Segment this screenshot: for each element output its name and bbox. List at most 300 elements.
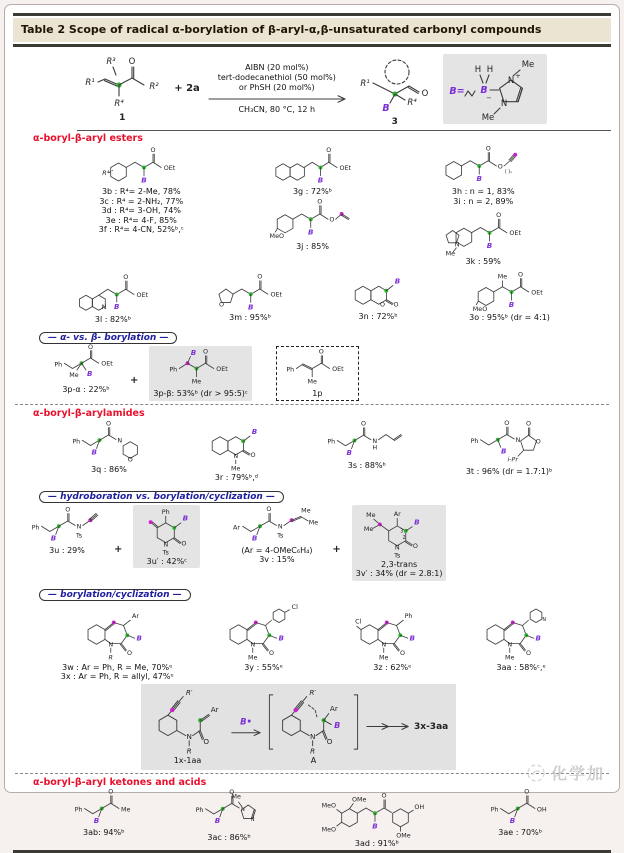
structure-drawing bbox=[149, 688, 226, 756]
caption-line: 3f : R⁴= 4-CN, 52%ᵇ,ᶜ bbox=[98, 225, 184, 235]
svg-text:OH: OH bbox=[537, 805, 547, 814]
journal-table-page bbox=[4, 4, 620, 848]
svg-text:N: N bbox=[542, 616, 547, 623]
compound-3g bbox=[271, 145, 355, 197]
svg-text:B•: B• bbox=[240, 716, 252, 727]
compound-3y bbox=[222, 603, 306, 673]
svg-text:N: N bbox=[108, 640, 113, 649]
svg-text:O: O bbox=[393, 300, 399, 309]
svg-text:OEt: OEt bbox=[331, 365, 344, 374]
plus-sign: + bbox=[332, 544, 341, 556]
svg-text:R⁴: R⁴ bbox=[102, 169, 110, 177]
caption-line: 3aa : 58%ᶜ,ᵉ bbox=[496, 662, 546, 672]
svg-text:N: N bbox=[163, 539, 169, 548]
structure-drawing bbox=[285, 348, 350, 389]
compound-3k bbox=[442, 207, 525, 267]
compound-captions bbox=[62, 385, 109, 395]
svg-text:Me: Me bbox=[505, 653, 515, 661]
caption-line: A bbox=[310, 755, 317, 765]
svg-text:R¹: R¹ bbox=[85, 78, 95, 88]
caption-line: 3p-β: 53%ᵇ (dr > 95:5)ᶜ bbox=[153, 389, 248, 399]
compound-3q bbox=[71, 420, 146, 475]
compound-3z bbox=[353, 603, 431, 673]
compound-captions bbox=[497, 663, 546, 673]
compound-captions bbox=[373, 663, 411, 673]
structure-drawing bbox=[232, 505, 321, 546]
caption-line: 1x-1aa bbox=[173, 755, 202, 765]
mech-product-label: 3x-3aa bbox=[414, 721, 449, 732]
compound-captions bbox=[312, 389, 322, 399]
svg-text:Me: Me bbox=[69, 371, 79, 380]
structure-drawing bbox=[31, 505, 103, 546]
compound-3ab bbox=[74, 789, 134, 838]
svg-text:O: O bbox=[228, 787, 234, 796]
svg-text:O: O bbox=[106, 419, 112, 428]
table-title: Table 2 Scope of radical α-borylation of β-aryl-α,β-unsaturated carbonyl compounds bbox=[21, 23, 542, 36]
svg-text:O: O bbox=[87, 343, 94, 352]
avsb-row bbox=[53, 343, 611, 401]
structure-drawing bbox=[490, 789, 550, 828]
svg-text:Me: Me bbox=[445, 249, 455, 258]
svg-text:+: + bbox=[515, 71, 521, 80]
reactant-1 bbox=[77, 54, 167, 123]
compound-3b-3f bbox=[99, 145, 184, 235]
svg-text:Ar: Ar bbox=[210, 704, 219, 714]
svg-text:OEt: OEt bbox=[101, 359, 113, 368]
svg-text:2: 2 bbox=[402, 534, 406, 541]
compound-3j bbox=[270, 198, 356, 252]
compound-3h-3i bbox=[441, 145, 525, 206]
caption-line: 2,3-trans bbox=[381, 559, 418, 569]
structure-drawing bbox=[471, 268, 549, 313]
caption-line: 3w : Ar = Ph, R = Me, 70%ᵉ bbox=[62, 662, 173, 672]
compound-3p-alpha bbox=[53, 343, 119, 395]
caption-line: 3s : 88%ᵇ bbox=[347, 460, 386, 470]
structure-1-drawing bbox=[77, 54, 167, 112]
svg-text:B=: B= bbox=[449, 85, 465, 97]
svg-text:B: B bbox=[251, 426, 258, 436]
svg-text:MeO: MeO bbox=[321, 824, 337, 833]
divider bbox=[77, 130, 611, 131]
structure-drawing bbox=[321, 789, 429, 839]
svg-text:MeO: MeO bbox=[472, 304, 487, 313]
svg-text:B: B bbox=[114, 301, 120, 311]
caption-line: 3u′ : 42%ᶜ bbox=[146, 556, 188, 566]
svg-text:B: B bbox=[501, 446, 507, 456]
svg-text:N: N bbox=[454, 240, 460, 249]
watermark-text: 化学加 bbox=[550, 764, 605, 783]
svg-text:O: O bbox=[380, 300, 386, 309]
product-3 bbox=[353, 50, 437, 127]
svg-text:B: B bbox=[91, 447, 98, 457]
svg-text:OEt: OEt bbox=[136, 290, 149, 299]
structure-drawing bbox=[205, 420, 268, 473]
section-avsb-label: — α- vs. β- borylation — bbox=[39, 332, 177, 344]
svg-text:MeO: MeO bbox=[269, 231, 284, 240]
svg-text:O: O bbox=[128, 455, 134, 464]
plus-sign: + bbox=[114, 544, 123, 556]
compound-captions bbox=[174, 756, 202, 766]
structure-drawing bbox=[348, 268, 408, 312]
caption-line: 1p bbox=[312, 389, 323, 399]
caption-line: 3o : 95%ᵇ (dr = 4:1) bbox=[469, 312, 550, 322]
plus-sign: + bbox=[130, 375, 139, 387]
caption-line: 3h : n = 1, 83% bbox=[451, 187, 515, 196]
structure-drawing bbox=[470, 420, 548, 467]
svg-text:B: B bbox=[317, 175, 323, 185]
structure-drawing bbox=[195, 789, 264, 833]
svg-text:R: R bbox=[310, 746, 316, 756]
caption-line: 3t : 96% (dr = 1.7:1)ᵇ bbox=[465, 466, 553, 476]
svg-text:O: O bbox=[318, 347, 324, 356]
svg-text:N: N bbox=[117, 436, 123, 445]
svg-text:OEt: OEt bbox=[270, 290, 283, 299]
compound-3t bbox=[466, 420, 553, 477]
svg-text:O: O bbox=[202, 347, 208, 356]
svg-text:Ar: Ar bbox=[233, 522, 241, 531]
structure-drawing bbox=[271, 145, 355, 187]
svg-text:B: B bbox=[476, 174, 483, 183]
svg-text:( )ₙ: ( )ₙ bbox=[505, 168, 513, 175]
reactant-label: 1 bbox=[119, 113, 126, 123]
structure-3-drawing bbox=[353, 50, 437, 116]
structure-drawing bbox=[442, 207, 525, 257]
svg-text:Ph: Ph bbox=[74, 805, 83, 814]
svg-text:Me: Me bbox=[521, 59, 535, 70]
compound-3u bbox=[31, 505, 103, 556]
structure-drawing bbox=[266, 688, 361, 756]
svg-text:Ph: Ph bbox=[286, 365, 295, 374]
table-title-bar bbox=[13, 18, 611, 42]
svg-text:N: N bbox=[500, 98, 507, 109]
caption-line: 3z : 62%ᵉ bbox=[373, 662, 412, 672]
compound-captions bbox=[498, 828, 542, 838]
svg-text:Cl: Cl bbox=[291, 602, 298, 611]
svg-text:B: B bbox=[413, 516, 420, 526]
nhc-borane-definition-box bbox=[443, 54, 547, 124]
svg-text:B: B bbox=[141, 175, 147, 185]
compound-captions bbox=[355, 839, 399, 849]
svg-text:B: B bbox=[214, 815, 220, 825]
compound-captions bbox=[466, 467, 553, 477]
condition-line: CH₃CN, 80 °C, 12 h bbox=[238, 104, 316, 114]
svg-text:N: N bbox=[381, 640, 387, 649]
svg-text:O: O bbox=[535, 437, 541, 446]
structure-drawing bbox=[270, 198, 356, 242]
svg-text:Ph: Ph bbox=[195, 805, 204, 814]
caption-line: 3v : 15% bbox=[259, 555, 295, 565]
svg-text:R′: R′ bbox=[309, 687, 316, 697]
svg-text:R: R bbox=[186, 746, 192, 756]
compound-captions bbox=[61, 663, 174, 682]
compound-3u-prime bbox=[133, 505, 200, 569]
caption-line: 3k : 59% bbox=[465, 257, 501, 267]
reaction-conditions bbox=[207, 63, 347, 115]
mechanism-wrapper bbox=[141, 684, 611, 770]
compound-captions bbox=[207, 833, 250, 843]
svg-text:O: O bbox=[203, 737, 210, 747]
svg-text:OEt: OEt bbox=[530, 288, 543, 297]
svg-text:N: N bbox=[394, 542, 400, 551]
svg-text:OMe: OMe bbox=[352, 794, 367, 803]
compound-3ad bbox=[321, 789, 429, 849]
svg-text:−: − bbox=[486, 93, 492, 102]
structure-drawing bbox=[213, 268, 287, 313]
svg-text:O: O bbox=[181, 539, 187, 548]
svg-text:O: O bbox=[65, 504, 71, 513]
compound-3ae bbox=[490, 789, 550, 838]
svg-text:O: O bbox=[485, 144, 492, 153]
svg-text:O: O bbox=[361, 419, 367, 428]
caption-line: (Ar = 4-OMeC₆H₄) bbox=[241, 545, 313, 555]
svg-text:3: 3 bbox=[399, 528, 403, 535]
svg-text:Me: Me bbox=[497, 272, 507, 281]
svg-text:B: B bbox=[252, 533, 258, 543]
svg-text:O: O bbox=[524, 787, 530, 796]
svg-text:R²: R² bbox=[149, 82, 159, 92]
product-label: 3 bbox=[391, 117, 398, 127]
svg-text:Ph: Ph bbox=[404, 611, 413, 620]
svg-text:B: B bbox=[372, 820, 379, 830]
svg-text:O: O bbox=[526, 648, 532, 657]
svg-text:N: N bbox=[278, 522, 284, 531]
caption-line: 3j : 85% bbox=[296, 241, 329, 251]
svg-text:O: O bbox=[517, 270, 523, 279]
svg-text:B: B bbox=[93, 815, 100, 825]
svg-text:O: O bbox=[400, 648, 406, 657]
compound-captions bbox=[466, 257, 501, 267]
ketones-row bbox=[13, 789, 611, 849]
svg-text:O: O bbox=[150, 145, 156, 154]
svg-text:Me: Me bbox=[379, 653, 389, 661]
svg-text:Cl: Cl bbox=[355, 617, 362, 625]
svg-text:Ts: Ts bbox=[163, 548, 170, 557]
svg-text:N: N bbox=[76, 522, 82, 531]
svg-text:Ph: Ph bbox=[72, 437, 81, 446]
svg-text:Me: Me bbox=[301, 506, 312, 515]
svg-text:B: B bbox=[509, 815, 516, 825]
caption-line: 3l : 82%ᵇ bbox=[94, 314, 132, 324]
svg-text:O: O bbox=[497, 162, 504, 171]
svg-text:O: O bbox=[108, 787, 114, 796]
svg-text:B: B bbox=[409, 633, 416, 643]
svg-text:Ts: Ts bbox=[277, 531, 284, 540]
svg-text:Me: Me bbox=[309, 518, 319, 527]
mech-arrow-2 bbox=[365, 720, 410, 733]
compound-captions bbox=[153, 389, 247, 399]
svg-text:B: B bbox=[136, 633, 142, 643]
svg-text:N: N bbox=[233, 451, 239, 460]
caption-line: 3d : R⁴= 3-OH, 74% bbox=[101, 206, 181, 216]
svg-text:Me: Me bbox=[230, 464, 241, 473]
hydro-row bbox=[31, 505, 611, 581]
reagent-2a: 2a bbox=[186, 83, 200, 94]
svg-text:B: B bbox=[382, 103, 390, 114]
svg-text:O: O bbox=[328, 215, 334, 224]
svg-text:Ar: Ar bbox=[131, 611, 139, 620]
caption-line: 3b : R⁴= 2-Me, 78% bbox=[101, 187, 181, 196]
section-borycycl-label: — borylation/cyclization — bbox=[39, 589, 191, 601]
svg-text:O: O bbox=[123, 272, 129, 281]
svg-text:Ts: Ts bbox=[75, 531, 83, 540]
compound-3v-prime bbox=[352, 505, 447, 581]
caption-line: 3ad : 91%ᵇ bbox=[354, 838, 399, 848]
caption-line: 3ae : 70%ᵇ bbox=[498, 827, 543, 837]
svg-text:Ar: Ar bbox=[393, 509, 401, 518]
svg-text:OEt: OEt bbox=[163, 163, 176, 172]
structure-drawing bbox=[168, 348, 234, 389]
svg-text:O: O bbox=[128, 57, 136, 67]
compound-captions bbox=[147, 557, 188, 567]
caption-line: 3g : 72%ᵇ bbox=[292, 187, 333, 196]
svg-text:OEt: OEt bbox=[339, 163, 351, 172]
svg-text:Ph: Ph bbox=[162, 507, 171, 516]
svg-text:B: B bbox=[486, 241, 493, 251]
mech-arrow-1 bbox=[230, 713, 262, 740]
compound-captions bbox=[311, 756, 316, 766]
structure-drawing bbox=[364, 507, 435, 560]
svg-text:B: B bbox=[535, 633, 542, 643]
plus-sign: + 2a bbox=[174, 83, 200, 94]
compound-captions bbox=[215, 473, 258, 483]
compound-3w-3x bbox=[61, 603, 174, 682]
header-bottom-rule bbox=[13, 44, 611, 47]
caption-line: 3c : R⁴ = 2-NH₂, 77% bbox=[99, 196, 184, 206]
svg-text:Me: Me bbox=[363, 524, 373, 533]
svg-text:H: H bbox=[474, 64, 481, 75]
svg-text:R¹: R¹ bbox=[360, 79, 370, 89]
structure-drawing bbox=[102, 145, 180, 187]
svg-text:B: B bbox=[248, 302, 254, 312]
svg-text:N: N bbox=[372, 436, 378, 445]
svg-text:Ph: Ph bbox=[168, 365, 177, 374]
reaction-arrow bbox=[207, 93, 347, 105]
caption-line: 3r : 79%ᵇ,ᵈ bbox=[214, 472, 258, 482]
caption-line: 3u : 29% bbox=[49, 545, 85, 555]
condition-line: tert-dodecanethiol (50 mol%) bbox=[217, 72, 336, 82]
svg-text:N: N bbox=[101, 302, 107, 311]
svg-text:H: H bbox=[486, 64, 493, 75]
compound-captions bbox=[348, 461, 386, 471]
svg-text:Ph: Ph bbox=[327, 437, 336, 446]
svg-text:Me: Me bbox=[365, 510, 376, 519]
svg-text:B: B bbox=[278, 633, 284, 643]
divider bbox=[15, 773, 609, 774]
svg-text:O: O bbox=[504, 418, 510, 427]
compound-captions bbox=[95, 315, 131, 325]
structure-drawing bbox=[80, 603, 155, 663]
structure-drawing bbox=[53, 343, 119, 385]
compound-captions bbox=[356, 560, 443, 579]
svg-text:N: N bbox=[507, 75, 514, 86]
svg-text:R⁴: R⁴ bbox=[407, 98, 417, 108]
svg-text:O: O bbox=[257, 272, 263, 281]
amides-row bbox=[13, 420, 611, 483]
svg-text:Ph: Ph bbox=[490, 805, 499, 814]
svg-text:OEt: OEt bbox=[215, 365, 228, 374]
svg-text:Ts: Ts bbox=[393, 551, 400, 560]
structure-drawing bbox=[326, 420, 407, 461]
compound-3o bbox=[469, 268, 550, 323]
compound-captions bbox=[99, 187, 184, 235]
svg-text:O: O bbox=[421, 89, 429, 99]
structure-drawing bbox=[137, 507, 196, 557]
watermark-logo-icon bbox=[526, 763, 546, 783]
esters-row-1 bbox=[13, 145, 611, 267]
caption-line: 3e : R⁴= 4-F, 85% bbox=[105, 215, 177, 225]
svg-text:B: B bbox=[394, 276, 401, 286]
svg-text:R⁴: R⁴ bbox=[114, 99, 124, 109]
divider bbox=[15, 404, 609, 405]
svg-text:O: O bbox=[268, 648, 274, 657]
svg-text:O: O bbox=[316, 196, 322, 205]
compound-captions bbox=[296, 242, 329, 252]
compound-3r bbox=[205, 420, 268, 483]
caption-line: 3v′ : 34% (dr = 2.8:1) bbox=[355, 569, 443, 579]
svg-text:O: O bbox=[325, 145, 331, 154]
esters-row-2 bbox=[13, 268, 611, 325]
svg-text:B: B bbox=[480, 84, 488, 96]
svg-text:O: O bbox=[412, 541, 418, 550]
svg-text:B: B bbox=[346, 447, 353, 457]
compound-1p bbox=[276, 346, 359, 401]
section-hydro-label: — hydroboration vs. borylation/cyclization — bbox=[39, 491, 284, 503]
svg-text:B: B bbox=[307, 226, 313, 236]
caption-line: 3m : 95%ᵇ bbox=[229, 312, 271, 322]
svg-text:Me: Me bbox=[191, 377, 201, 386]
svg-text:B: B bbox=[190, 348, 196, 358]
svg-text:B: B bbox=[183, 513, 189, 523]
svg-text:H: H bbox=[372, 443, 378, 452]
section-amides-title: α-boryl-β-arylamides bbox=[33, 407, 145, 419]
section-ketones-title: α-boryl-β-aryl ketones and acids bbox=[33, 776, 207, 788]
mech-intermediate-A bbox=[266, 688, 361, 766]
svg-text:Me: Me bbox=[120, 805, 131, 814]
svg-text:O: O bbox=[266, 504, 272, 513]
caption-line: 3ab: 94%ᵇ bbox=[83, 827, 125, 837]
svg-text:Me: Me bbox=[247, 653, 258, 661]
caption-line: 3x : Ar = Ph, R = allyl, 47%ᵉ bbox=[60, 672, 174, 682]
nhc-borane-drawing bbox=[447, 56, 543, 122]
svg-text:N: N bbox=[507, 640, 513, 649]
compound-captions bbox=[244, 663, 283, 673]
compound-captions bbox=[359, 312, 398, 322]
condition-line: AIBN (20 mol%) bbox=[245, 62, 309, 72]
compound-3p-beta bbox=[149, 346, 251, 401]
compound-3aa bbox=[479, 603, 563, 673]
mechanism-box bbox=[141, 684, 456, 770]
compound-captions bbox=[49, 546, 85, 556]
svg-text:MeO: MeO bbox=[321, 800, 337, 809]
svg-text:OH: OH bbox=[414, 802, 425, 811]
svg-text:N: N bbox=[240, 806, 245, 813]
svg-text:O: O bbox=[526, 419, 532, 428]
svg-text:Me: Me bbox=[231, 791, 241, 800]
compound-3s bbox=[326, 420, 407, 471]
compound-3v bbox=[232, 505, 321, 565]
svg-text:Ph: Ph bbox=[31, 522, 40, 531]
compound-captions bbox=[83, 828, 125, 838]
svg-text:N: N bbox=[249, 640, 255, 649]
svg-text:Me: Me bbox=[481, 112, 495, 123]
structure-drawing bbox=[479, 603, 563, 663]
svg-text:O: O bbox=[326, 736, 333, 746]
svg-text:Ph: Ph bbox=[54, 360, 63, 369]
svg-text:i-Pr: i-Pr bbox=[507, 455, 519, 464]
svg-text:N: N bbox=[186, 731, 192, 741]
caption-line: 3q : 86% bbox=[91, 464, 127, 474]
structure-drawing bbox=[71, 420, 146, 465]
